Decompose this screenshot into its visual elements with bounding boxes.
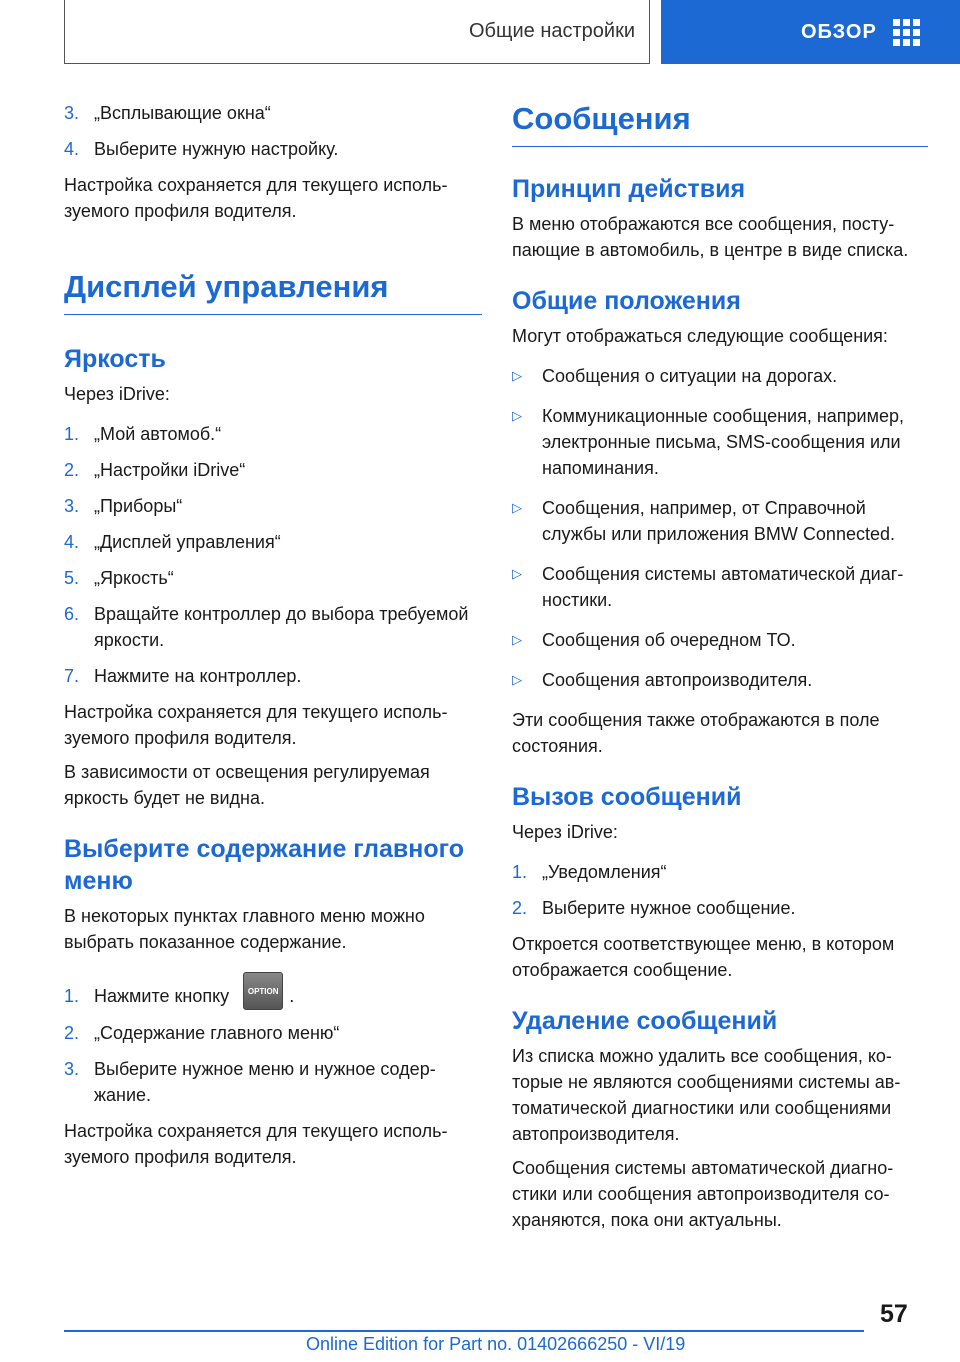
bullet-icon: ▷ — [512, 672, 522, 687]
paragraph: Настройка сохраняется для текущего используемого профиля водителя. — [64, 175, 448, 221]
list-item — [64, 1020, 482, 1046]
overview-tab[interactable] — [661, 0, 960, 64]
bullet-text: Сообщения автопроизводителя. — [542, 670, 813, 690]
list-item — [64, 136, 482, 162]
step-text: „Дисплей управления“ — [94, 532, 281, 552]
subheading-delete-messages: Удаление сообщений — [512, 1007, 778, 1035]
bullet-icon: ▷ — [512, 566, 522, 581]
step-number: 1. — [64, 986, 80, 1006]
list-item — [512, 667, 928, 693]
step-text: „Настройки iDrive“ — [94, 460, 246, 480]
step-number: 2. — [512, 898, 528, 918]
subheading-main-menu: Выберите содержание главного меню — [64, 835, 464, 895]
list-item — [64, 601, 482, 653]
option-button-icon: OPTION — [243, 972, 283, 1010]
paragraph: Настройка сохраняется для текущего используемого профиля водителя. — [64, 1121, 448, 1168]
paragraph: В зависимости от освещения регулируемая яркость будет не видна. — [64, 762, 430, 808]
step-text: „Содержание главного меню“ — [94, 1023, 340, 1044]
paragraph: Откроется соответствующее меню, в котором отображается сообщение. — [512, 934, 895, 980]
list-item — [64, 983, 482, 1010]
grid-icon — [893, 19, 920, 46]
step-text: Выберите нужное меню и нужное содержание. — [94, 1059, 436, 1106]
list-item — [512, 561, 928, 613]
step-number: 4. — [64, 139, 80, 159]
step-text: „Мой автомоб.“ — [94, 424, 222, 444]
list-item — [64, 100, 482, 126]
list-item — [64, 565, 482, 591]
step-text: Нажмите на контроллер. — [94, 666, 302, 686]
list-item — [64, 493, 482, 519]
bullet-icon: ▷ — [512, 368, 522, 383]
section-heading-messages: Сообщения — [512, 100, 928, 147]
list-item — [512, 495, 928, 547]
header-section-title: Общие настройки — [64, 0, 650, 64]
subheading-general: Общие положения — [512, 287, 741, 315]
paragraph: Настройка сохраняется для текущего используемого профиля водителя. — [64, 702, 448, 748]
step-number: 6. — [64, 604, 80, 624]
step-text: Выберите нужную настройку. — [94, 139, 339, 159]
step-text: Выберите нужное сообщение. — [542, 898, 796, 918]
paragraph: Эти сообщения также отображаются в поле состояния. — [512, 710, 880, 756]
step-text: Вращайте контроллер до выбора требуемой яркости. — [94, 604, 469, 650]
step-number: 2. — [64, 460, 80, 480]
list-item — [512, 403, 928, 481]
paragraph: В меню отображаются все сообщения, поступающие в автомобиль, в центре в виде списка. — [512, 214, 909, 260]
list-item — [512, 363, 928, 389]
step-number: 1. — [64, 424, 80, 444]
paragraph: В некоторых пунктах главного меню можно выбрать показанное содержание. — [64, 906, 425, 952]
list-item — [512, 627, 928, 653]
bullet-text: Сообщения системы автоматической диагностики. — [542, 564, 904, 610]
step-text: „Приборы“ — [94, 496, 183, 516]
step-text: „Уведомления“ — [542, 862, 667, 882]
step-number: 3. — [64, 103, 80, 123]
list-item — [64, 421, 482, 447]
list-item — [64, 1056, 482, 1108]
footer-edition: Online Edition for Part no. 01402666250 - VI/19 — [306, 1334, 686, 1354]
bullet-text: Сообщения о ситуации на дорогах. — [542, 366, 838, 386]
subheading-brightness: Яркость — [64, 345, 166, 373]
step-text-end: . — [289, 986, 295, 1006]
paragraph: Из списка можно удалить все сообщения, которые не являются сообщениями системы автоматической диагностики или сообщениями автопроизводителя. — [512, 1046, 901, 1144]
step-text: Нажмите кнопку — [94, 986, 230, 1006]
bullet-text: Сообщения об очередном ТО. — [542, 630, 796, 650]
list-item — [64, 457, 482, 483]
list-item — [64, 529, 482, 555]
list-item — [512, 895, 928, 921]
step-number: 1. — [512, 862, 528, 882]
paragraph: Через iDrive: — [512, 822, 618, 842]
step-number: 7. — [64, 666, 80, 686]
step-text: „Яркость“ — [94, 568, 174, 588]
step-number: 5. — [64, 568, 80, 588]
bullet-icon: ▷ — [512, 500, 522, 515]
overview-tab-label: ОБЗОР — [801, 20, 877, 43]
step-number: 2. — [64, 1023, 80, 1044]
list-item — [512, 859, 928, 885]
step-text-with-button — [94, 983, 482, 1010]
bullet-text: Сообщения, например, от Справочной службы или приложения BMW Connected. — [542, 498, 895, 544]
subheading-call-messages: Вызов сообщений — [512, 783, 742, 811]
step-number: 4. — [64, 532, 80, 552]
step-text: „Всплывающие окна“ — [94, 103, 271, 123]
paragraph: Через iDrive: — [64, 384, 170, 404]
list-item — [64, 663, 482, 689]
page-number: 57 — [880, 1300, 908, 1328]
paragraph: Сообщения системы автоматической диагностики или сообщения автопроизводителя сохраняются, пока они актуальны. — [512, 1158, 894, 1230]
step-number: 3. — [64, 496, 80, 516]
bullet-icon: ▷ — [512, 408, 522, 423]
bullet-icon: ▷ — [512, 632, 522, 647]
right-column — [512, 100, 928, 1241]
footer-divider — [64, 1330, 864, 1332]
bullet-text: Коммуникационные сообщения, например, электронные письма, SMS-сообщения или напоминания. — [542, 406, 904, 478]
step-number: 3. — [64, 1059, 80, 1080]
section-heading-display: Дисплей управления — [64, 268, 482, 315]
left-column — [64, 100, 482, 1178]
paragraph: Могут отображаться следующие сообщения: — [512, 326, 888, 346]
subheading-principle: Принцип действия — [512, 175, 746, 203]
